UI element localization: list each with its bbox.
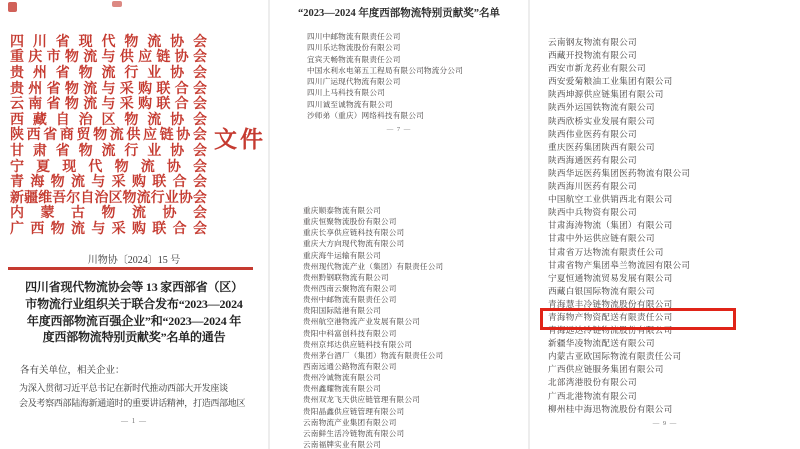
letterhead-line: 青 海 物 流 与 采 购 联 合 会 bbox=[10, 175, 207, 191]
company-row: 柳州桂中海迅物流股份有限公司 bbox=[548, 403, 673, 414]
company-row: 贵州茅台酒厂（集团）物流有限责任公司 bbox=[303, 350, 444, 360]
letterhead-line: 广 西 物 流 与 采 购 联 合 会 bbox=[10, 221, 207, 237]
company-row: 重庆医药集团陕西有限公司 bbox=[548, 141, 655, 152]
notice-title-line: 四川省现代物流协会等 13 家西部省（区） bbox=[25, 280, 243, 294]
letterhead-line: 西 藏 自 治 区 物 流 协 会 bbox=[10, 112, 207, 128]
company-row: 西藏开投物流有限公司 bbox=[548, 50, 637, 61]
company-row: 新疆华凌物流配送有限公司 bbox=[548, 338, 655, 349]
company-row: 重庆长享供应链科技有限公司 bbox=[303, 228, 405, 238]
company-row: 甘肃省万达物流有限责任公司 bbox=[548, 246, 664, 257]
scan-artifact bbox=[112, 1, 122, 7]
salutation: 各有关单位，相关企业： bbox=[20, 366, 125, 376]
scan-artifact bbox=[8, 2, 17, 12]
company-row: 贵州双龙飞天供应链管理有限公司 bbox=[303, 395, 420, 405]
body-line: 会及考察西部陆海新通道时的重要讲话精神，打造西部地区 bbox=[19, 397, 246, 408]
document-page-cover bbox=[0, 0, 268, 449]
letterhead-line: 新 疆 维 吾 尔 自 治 区 物 流 行 业 协 会 bbox=[10, 190, 207, 206]
company-row: 贵州现代物流产业（集团）有限责任公司 bbox=[303, 261, 444, 271]
company-row: 贵州京邦达供应链科技有限公司 bbox=[303, 339, 413, 349]
company-row: 云南鲜生活冷链物流有限公司 bbox=[303, 428, 405, 438]
company-row: 贵州鑫耀物流有限公司 bbox=[303, 384, 381, 394]
doc-number: 川物协〔2024〕15 号 bbox=[87, 255, 181, 266]
red-divider-rule bbox=[8, 267, 253, 270]
document-page-award-list-1 bbox=[270, 0, 528, 449]
notice-title-line: 年度西部物流百强企业”和“2023—2024 年 bbox=[26, 313, 242, 328]
company-row: 广西供应链服务集团有限公司 bbox=[548, 364, 664, 375]
company-row: 中国航空工业供销西北有限公司 bbox=[548, 194, 673, 205]
notice-title-line: 度西部物流特别贡献奖”名单的通告 bbox=[42, 330, 226, 345]
company-row: 西安市新龙药业有限公司 bbox=[548, 63, 646, 74]
body-line: 为深入贯彻习近平总书记在新时代推动西部大开发座谈 bbox=[19, 383, 228, 393]
document-page-award-list-2 bbox=[530, 0, 800, 449]
letterhead-line: 甘 肃 省 物 流 行 业 协 会 bbox=[10, 143, 207, 159]
company-row: 陕西华远医药集团医药物流有限公司 bbox=[548, 167, 691, 178]
company-row: 重庆恒聚物流股份有限公司 bbox=[303, 217, 397, 227]
company-row: 西安爱菊粮油工业集团有限公司 bbox=[548, 76, 673, 87]
company-row: 四川诚至诚物流有限公司 bbox=[307, 99, 393, 109]
company-row: 贵阳晶鑫供应链管理有限公司 bbox=[303, 406, 405, 416]
doc-type-label: 文件 bbox=[214, 127, 266, 152]
company-row: 贵阳国际陆港有限公司 bbox=[303, 306, 381, 316]
company-row: 贵州黔钢联物流有限公司 bbox=[303, 272, 389, 282]
award-list-header: “2023—2024 年度西部物流特别贡献奖”名单 bbox=[297, 8, 501, 19]
company-row: 贵州西南云聚物流有限公司 bbox=[303, 283, 397, 293]
company-row: 贵阳中科富创科技有限公司 bbox=[303, 328, 397, 338]
company-list-sichuan bbox=[307, 31, 463, 121]
company-row: 宜宾天畅物流有限责任公司 bbox=[307, 54, 401, 64]
company-row: 陕西欣桥实业发展有限公司 bbox=[548, 115, 655, 126]
letterhead-line: 云 南 省 物 流 与 采 购 联 合 会 bbox=[10, 97, 207, 113]
notice-title bbox=[8, 279, 260, 346]
company-row: 内蒙古亚欧国际物流有限责任公司 bbox=[548, 351, 682, 362]
letterhead-line: 内 蒙 古 物 流 协 会 bbox=[10, 206, 207, 222]
page-number-9: — 9 — bbox=[652, 420, 678, 427]
company-row: 云南物流产业集团有限公司 bbox=[303, 417, 397, 427]
company-row: 甘肃省物产集团皋兰物流园有限公司 bbox=[548, 259, 691, 270]
letterhead-line: 贵 州 省 物 流 行 业 协 会 bbox=[10, 65, 207, 81]
company-row: 贵州航空港物流产业发展有限公司 bbox=[303, 317, 420, 327]
company-row: 沙师弟（重庆）网络科技有限公司 bbox=[307, 111, 424, 121]
company-row: 四川上马科技有限公司 bbox=[307, 88, 385, 98]
company-row: 云南福牌实业有限公司 bbox=[303, 439, 381, 449]
company-row: 甘肃海涛物流（集团）有限公司 bbox=[548, 220, 673, 231]
company-row: 陕西中兵物资有限公司 bbox=[548, 207, 637, 218]
letterhead-line: 四 川 省 现 代 物 流 协 会 bbox=[10, 34, 207, 50]
letterhead-line: 重 庆 市 物 流 与 供 应 链 协 会 bbox=[10, 50, 207, 66]
company-row: 四川广运现代物流有限公司 bbox=[307, 77, 401, 87]
company-row: 四川中邮物流有限责任公司 bbox=[307, 32, 401, 41]
company-row: 四川乐达物流股份有限公司 bbox=[307, 43, 401, 53]
letterhead-line: 贵 州 省 物 流 与 采 购 联 合 会 bbox=[10, 81, 207, 97]
company-row: 甘肃中外运供应链有限公司 bbox=[548, 233, 655, 244]
company-row: 贵州中邮物流有限责任公司 bbox=[303, 295, 397, 305]
company-row: 贵州冷诚物流有限公司 bbox=[303, 373, 381, 383]
company-row: 青海物产物资配送有限责任公司 bbox=[548, 311, 690, 324]
company-row: 北部湾港股份有限公司 bbox=[548, 377, 637, 388]
company-row: 西南远通公路物流有限公司 bbox=[303, 361, 397, 371]
letterhead-line: 宁 夏 现 代 物 流 协 会 bbox=[10, 159, 207, 175]
company-row: 重庆海牛运输有限公司 bbox=[303, 250, 381, 260]
page-number-1: — 1 — bbox=[121, 417, 147, 425]
association-letterhead bbox=[10, 33, 207, 236]
company-row: 重庆顺泰物流有限公司 bbox=[303, 206, 381, 215]
company-row: 重庆大方向现代物流有限公司 bbox=[303, 239, 405, 249]
company-row: 西藏白银国际物流有限公司 bbox=[548, 285, 655, 296]
company-list-west-provinces bbox=[548, 36, 690, 416]
page-number-7: — 7 — bbox=[386, 126, 412, 133]
company-row: 陕西海川医药有限公司 bbox=[548, 181, 637, 192]
company-row: 宁夏恒通物流贸易发展有限公司 bbox=[548, 272, 673, 283]
company-row: 陕西外运国铁物流有限公司 bbox=[548, 102, 655, 113]
company-row: 陕西坤源供应链集团有限公司 bbox=[548, 89, 664, 100]
body-paragraph bbox=[19, 381, 251, 411]
company-row: 青海远达冷链物流股份有限公司 bbox=[548, 325, 673, 336]
company-list-chongqing-guizhou-yunnan bbox=[303, 205, 443, 449]
company-row: 云南钢友物流有限公司 bbox=[548, 37, 637, 47]
company-row: 陕西海通医药有限公司 bbox=[548, 154, 637, 165]
company-row: 广西北港物流有限公司 bbox=[548, 390, 637, 401]
company-row: 陕西伟业医药有限公司 bbox=[548, 128, 637, 139]
notice-title-line: 市物流行业组织关于联合发布“2023—2024 bbox=[25, 296, 243, 311]
company-row: 中国水利水电第五工程局有限公司物流分公司 bbox=[307, 65, 463, 75]
company-row: 青海慧丰冷链物流股份有限公司 bbox=[548, 298, 673, 309]
letterhead-line: 陕 西 省 商 贸 物 流 供 应 链 协 会 bbox=[10, 128, 207, 144]
